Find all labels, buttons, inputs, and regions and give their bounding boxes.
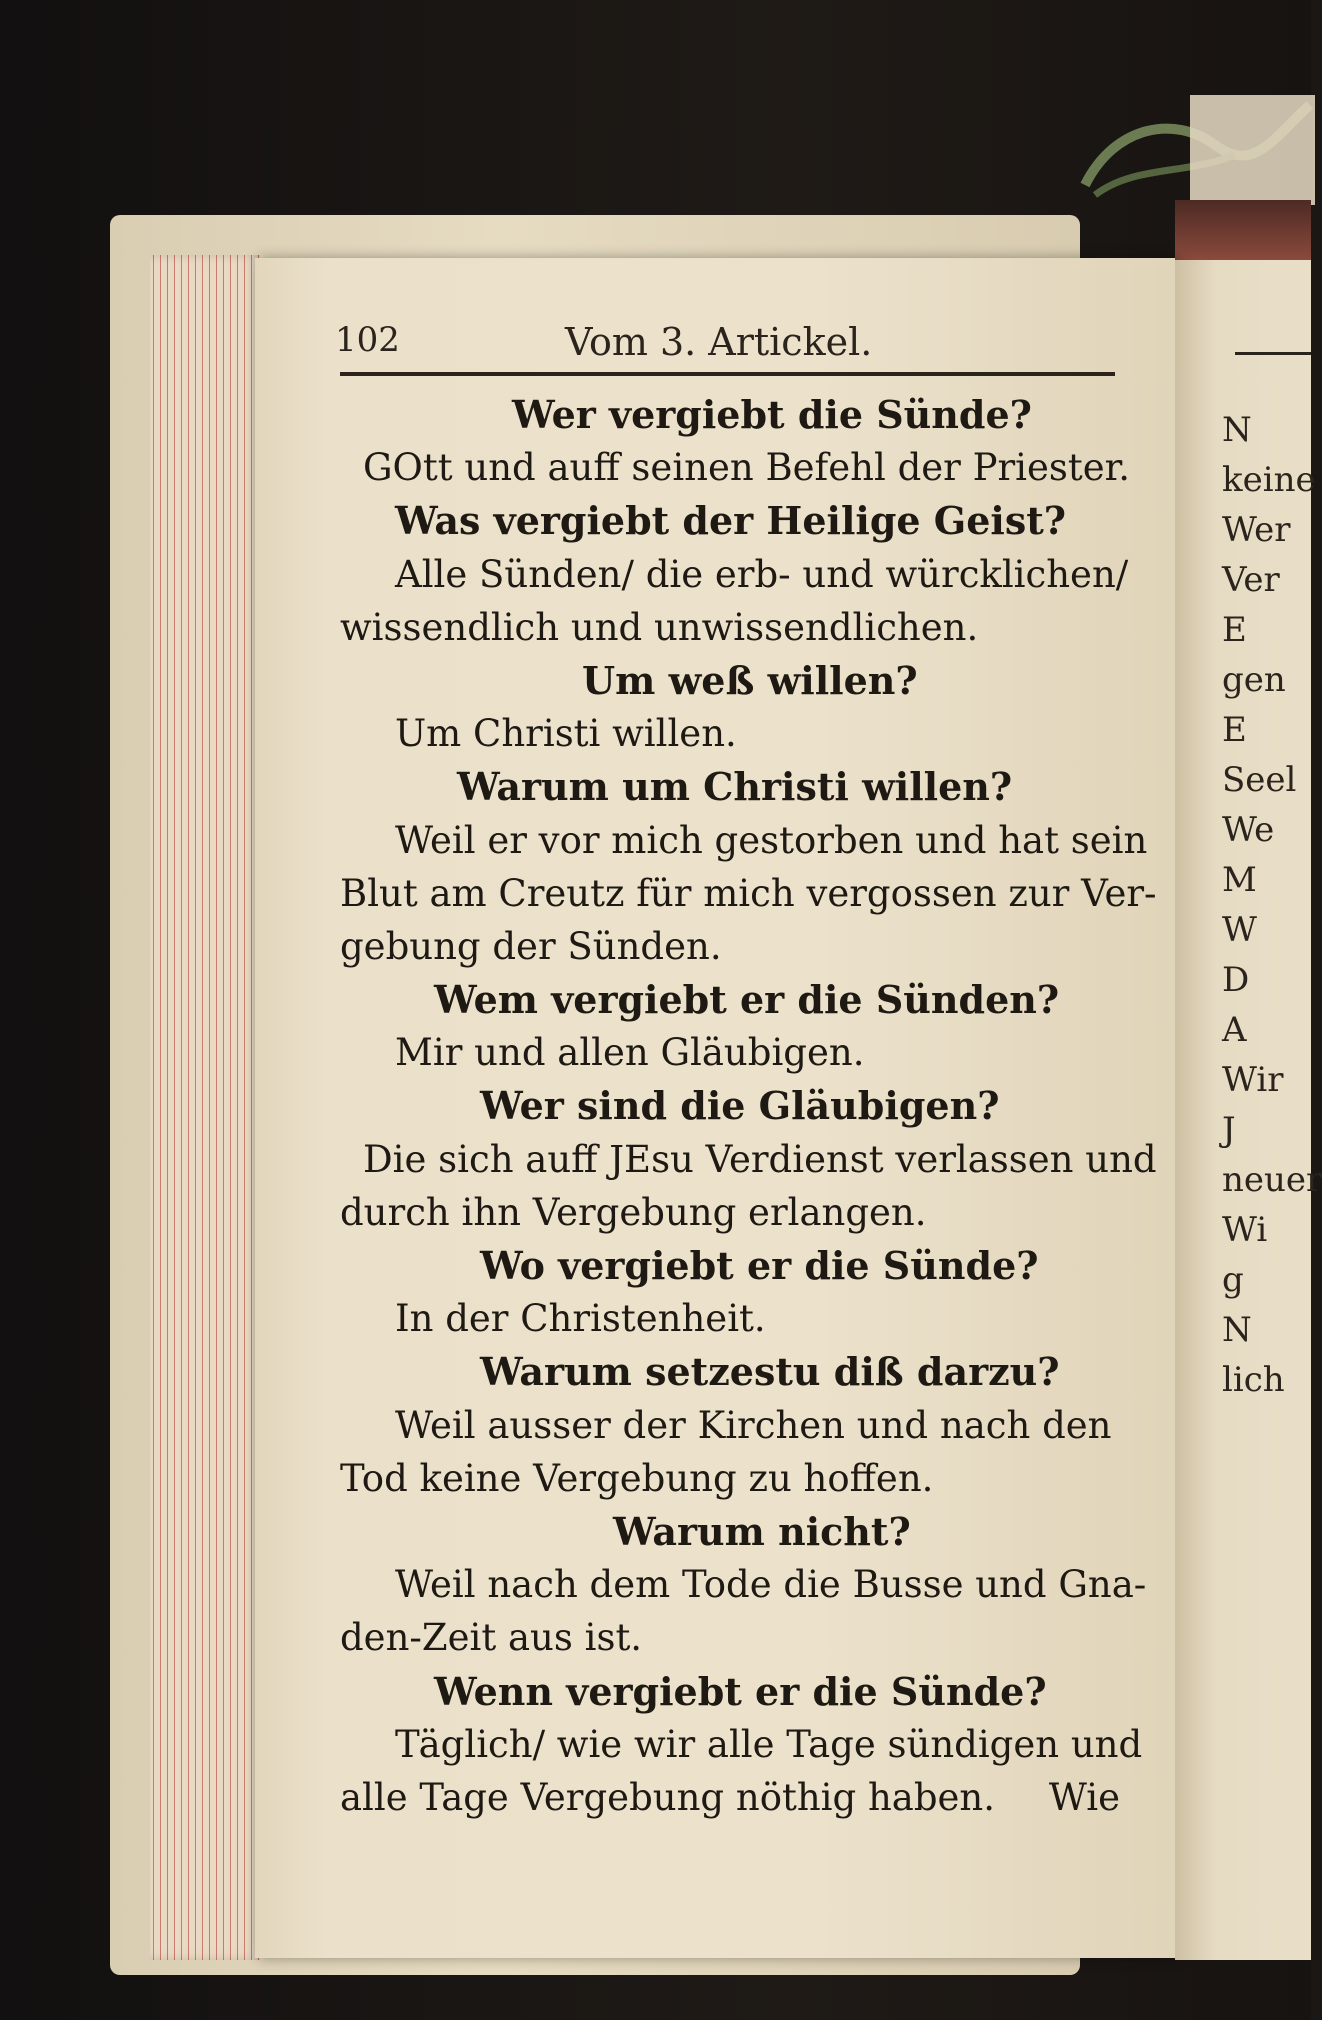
line-text: alle Tage Vergebung nöthig haben. [340,1775,996,1819]
next-page-fragment: M [1222,860,1257,900]
answer-line [340,601,1130,654]
answer-line [340,920,1130,973]
line-text: Die sich auff JEsu Verdienst verlassen und [363,1137,1157,1181]
next-page-fragment: g [1222,1260,1244,1300]
line-text: Was vergiebt der Heilige Geist? [395,498,1067,544]
answer-line [340,1399,1130,1452]
question-line [340,654,1130,707]
question-line [340,973,1130,1026]
next-page-fragment: Wir [1222,1060,1284,1100]
question-line [340,1239,1130,1292]
answer-line [340,1133,1157,1186]
next-page-fragment: Ver [1222,560,1280,600]
question-line [340,1665,1130,1718]
line-text: Wo vergiebt er die Sünde? [480,1243,1039,1288]
question-line [340,494,1130,547]
next-page-fragment: W [1222,910,1257,950]
line-text: Weil er vor mich gestorben und hat sein [395,818,1148,862]
catchword: Wie [1048,1775,1120,1819]
line-text: Blut am Creutz für mich vergossen zur Ver- [340,871,1157,915]
answer-line [340,1771,1130,1824]
question-line [340,1505,1130,1558]
answer-line [340,1292,1130,1345]
line-text: Wer sind die Gläubigen? [480,1083,1000,1129]
question-line [340,1345,1130,1398]
next-page-fragment: keine [1222,460,1316,500]
line-text: Um Christi willen. [395,712,737,756]
next-page-fragment: E [1222,710,1247,750]
answer-line [340,814,1148,867]
line-text: Weil ausser der Kirchen und nach den [395,1403,1112,1447]
answer-line [340,1718,1143,1771]
line-text: wissendlich und unwissendlichen. [340,605,979,649]
next-page-fragment: lich [1222,1360,1285,1400]
next-page-fragment: Seel [1222,760,1297,800]
question-line [340,760,1130,813]
line-text: Weil nach dem Tode die Busse und Gna- [395,1563,1147,1607]
next-page-rule [1235,352,1311,355]
answer-line [340,867,1157,920]
line-text: Alle Sünden/ die erb- und würcklichen/ [395,552,1129,596]
next-page-fragment: Wer [1222,510,1291,550]
answer-line [340,1186,1130,1239]
line-text: durch ihn Vergebung erlangen. [340,1190,927,1234]
catechism-text [340,388,1157,1824]
line-text: Warum setzestu diß darzu? [480,1349,1060,1395]
page-number: 102 [335,320,400,360]
question-line [340,1079,1130,1132]
next-page-fragment: neuer [1222,1160,1322,1200]
answer-line [340,1558,1147,1611]
line-text: Täglich/ wie wir alle Tage sündigen und [395,1722,1143,1766]
answer-line [340,1026,1130,1079]
next-page-fragment: A [1222,1010,1247,1050]
page-edges [150,255,260,1960]
next-page-fragment: J [1222,1110,1236,1150]
next-page-fragment: We [1222,810,1275,850]
line-text: Mir und allen Gläubigen. [395,1031,865,1075]
answer-line [340,1452,1130,1505]
line-text: gebung der Sünden. [340,924,722,968]
line-text: Wer vergiebt die Sünde? [512,392,1032,437]
line-text: Warum nicht? [613,1508,911,1554]
line-text: In der Christenheit. [395,1297,766,1341]
answer-line [340,707,1130,760]
line-text: Tod keine Vergebung zu hoffen. [340,1456,934,1500]
question-line [340,388,1130,441]
line-text: Warum um Christi willen? [457,764,1013,810]
next-page-fragment: N [1222,410,1252,450]
page-header [335,320,1115,370]
answer-line [340,548,1130,601]
next-page-fragment: gen [1222,660,1286,700]
line-text: Wem vergiebt er die Sünden? [434,977,1060,1023]
line-text: den-Zeit aus ist. [340,1616,643,1660]
line-text: Um weß willen? [582,657,918,703]
header-rule [340,372,1115,376]
next-page-fragment: E [1222,610,1247,650]
line-text: Wenn vergiebt er die Sünde? [434,1668,1047,1714]
line-text: GOtt und auff seinen Befehl der Priester. [363,446,1131,490]
next-page-fragment: Wi [1222,1210,1268,1250]
page-block-top [1175,200,1311,260]
next-page-fragment: N [1222,1310,1252,1350]
running-head: Vom 3. Artickel. [565,320,873,364]
answer-line [340,1611,1130,1664]
answer-line [340,441,1130,494]
next-page-fragments [1222,405,1322,1405]
next-page-fragment: D [1222,960,1250,1000]
